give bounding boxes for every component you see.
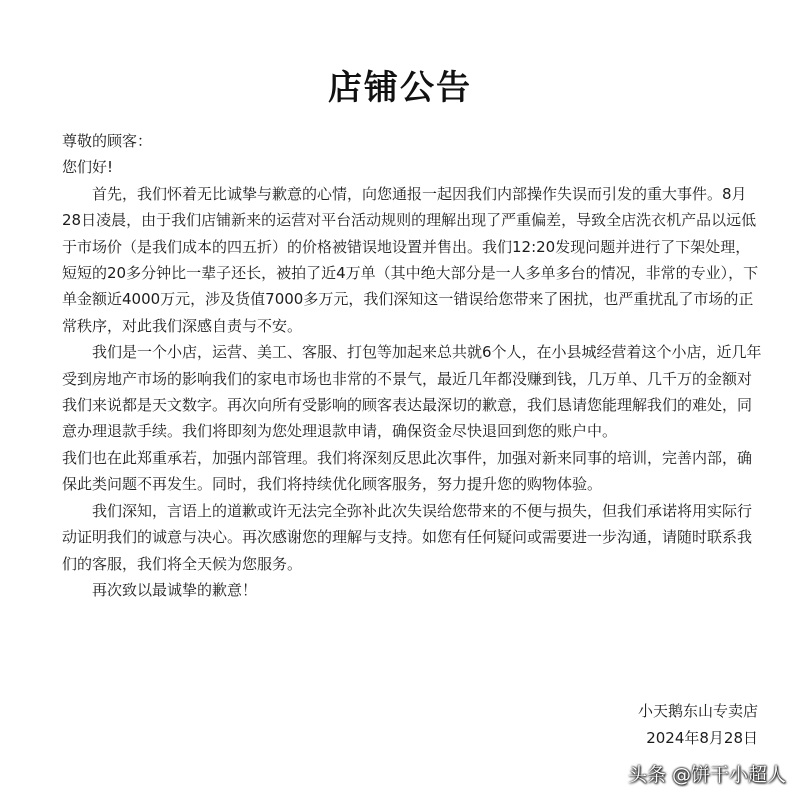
hello: 您们好! — [62, 158, 114, 177]
greeting: 尊敬的顾客： — [62, 132, 153, 150]
paragraph-4: 我们深知，言语上的道歉或许无法完全弥补此次失误给您带来的不便与损失，但我们承诺将用实际行动证明我们的诚意与决心。再次感谢您的理解与支持。如您有任何疑问或需要进一步沟通，请随时联系我们的客服，我们将全天候为您服务。 — [62, 501, 753, 573]
store-name: 小天鹅东山专卖店 — [637, 702, 758, 720]
paragraph-3: 我们也在此郑重承若，加强内部管理。我们将深刻反思此次事件，加强对新来同事的培训，完善内部，确保此类问题不再发生。同时，我们将持续优化顾客服务，努力提升您的购物体验。 — [62, 448, 753, 494]
watermark: 头条 @饼干小超人 — [627, 764, 786, 786]
notice-title: 店铺公告 — [328, 68, 472, 108]
paragraph-2: 我们是一个小店，运营、美工、客服、打包等加起来总共就6个人，在小县城经营着这个小店，近几年受到房地产市场的影响我们的家电市场也非常的不景气，最近几年都没赚到钱，几万单、几千万的金额对我们来说都是天文数字。再次向所有受影响的顾客表达最深切的歉意，我们恳请您能理解我们的难处，同意办理退款手续。我们将即刻为您处理退款申请，确保资金尽快退回到您的账户中。 — [62, 343, 762, 441]
notice-date: 2024年8月28日 — [646, 729, 758, 747]
paragraph-1: 首先，我们怀着无比诚挚与歉意的心情，向您通报一起因我们内部操作失误而引发的重大事件。8月28日凌晨，由于我们店铺新来的运营对平台活动规则的理解出现了严重偏差，导致全店洗衣机产品以远低于市场价（是我们成本的四五折）的价格被错误地设置并售出。我们12:20发现问题并进行了下架处理，短短的20多分钟比一辈子还长，被拍了近4万单（其中绝大部分是一人多单多台的情况，非常的专业），下单金额近4000万元，涉及货值7000多万元，我们深知这一错误给您带来了困扰，也严重扰乱了市场的正常秩序，对此我们深感自责与不安。 — [62, 184, 759, 335]
signature-block — [638, 698, 758, 752]
notice-body — [62, 128, 762, 603]
paragraph-5: 再次致以最诚挚的歉意！ — [92, 580, 258, 599]
